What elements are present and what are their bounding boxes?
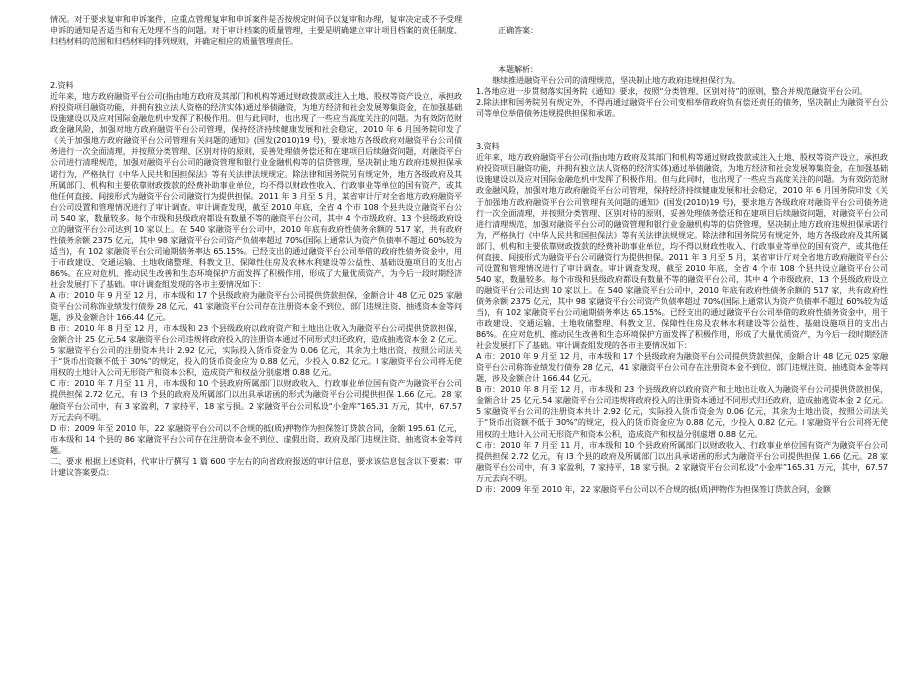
right-column [476, 0, 888, 676]
city-c-item: C 市：2010 年 7 月至 11 月，市本级和 10 个县政府所属部门以财政收入、行政事业单位国有资产为融资平台公司提供担保 2.72 亿元，有 l3 个县的政府及所属部门以出具承诺函的形式为融资平台公司提供担保 1.66 亿元。28 家融资平台公司中，有 3 家盈利，7 家持平，18 家亏损。2 家融资平台公司私设“小金库”165.31 万元，其中，67.57 万元去向不明。 [50, 378, 462, 422]
analysis-item-1: 1.各地应进一步贯彻落实国务院《通知》要求，按照“分类管理、区别对待”的原则，整合并规范融资平台公司。 [476, 86, 868, 97]
material-paragraph-3: 近年来，地方政府融资平台公司(指由地方政府及其部门和机构等通过财政拨款或注入土地、股权等资产设立，承担政府投资项目融资功能，并拥有独立法人资格的经济实体)通过举债融资，为地方经济和社会发展筹集资金，在加强基础设施建设以及应对国际金融危机中发挥了积极作用。但与此同时，也出现了一些应当高度关注的问题。为有效防范财政金融风险，加强对地方政府融资平台公司管理，保持经济持续健康发展和社会稳定，2010 年 6 月国务院印发《关于加强地方政府融资平台公司管理有关问题的通知》(国发(2010)19 号)，要求地方各级政府对融资平台公司债务进行一次全面清理，并按照分类管理、区别对待的原则，妥善处理债务偿还和在建项目后续融资问题，对融资平台公司进行清理规范，加强对融资平台公司的融资管理和银行业金融机构等的信贷管理，坚决制止地方政府违规担保承诺行为，严格执行《中华人民共和国担保法》等有关法律法规规定。除法律和国务院另有规定外，地方各级政府及其所属部门、机构和主要依靠财政拨款的经费补助事业单位，均不得以财政性收入、行政事业等单位的国有资产，或其他任何直接、间接形式为融资平台公司融资行为提供担保。2011 年 3 月至 5 月，某省审计厅对全省地方政府融资平台公司设置和管理情况进行了审计调查。审计调查发现，截至 2010 年底，全省 4 个市 108 个县共设立融资平台公司 540 家，数量较多。每个市级和县级政府都设有数量不等的融资平台公司，其中 4 个市级政府、13 个县级政府设立的融资平台公司达到 10 家以上。在 540 家融资平台公司中，2010 年底有政府性债务余额的 517 家，共有政府性债务余额 2375 亿元，其中 98 家融资平台公司资产负债率超过 70%(国际上通常认为资产负债率不超过 60%较为适当)，有 102 家融资平台公司逾期债务率达 65.15%。已经支出的通过融资平台公司举借的政府性债务资金中，用于市政建设、交通运输、土地收储整理、科教文卫、保障性住房及农林水利建设等公益性、基础设施项目的支出占 86%。在应对危机、推动民生改善和生态环境保护方面发挥了积极作用，形成了大量优质资产，为今后一段时期经济社会发展打下了基础。审计调查组发现的各市主要情况如下： [476, 152, 888, 351]
analysis-title: 本题解析： [498, 64, 538, 75]
city-a-item: A 市：2010 年 9 月至 12 月，市本级和 17 个县级政府为融资平台公司提供贷款担保，金额合计 48 亿元 025 家融资平台公司称饰业绩发行债券 28 亿元，41 家融资平台公司存在注册资本金不到位、部门违规注资、抽逃资本金等问题，涉及金额合计 166.44 亿元。 [50, 290, 462, 323]
analysis-item-2: 2.除法律和国务院另有规定外，不得再通过融资平台公司变相举借政府负有偿还责任的债务，坚决制止为融资平台公司等单位举借债务违规提供担保和承诺。 [476, 97, 888, 119]
requirement-paragraph: 二、要求 根据上述资料，代审计厅撰写 1 篇 600 字左右的向省政府报送的审计信息，要求该信息包含以下要素：审计建议答案要点： [50, 455, 462, 477]
city-b-item-3: B 市：2010 年 8 月至 12 月，市本级和 23 个县级政府以政府资产和土地出让收入为融资平台公司提供贷款担保，金额合计 25 亿元.54 家融资平台公司违规将政府投入的注册资本通过不同形式归还政府，造成抽逃资本金 2 亿元。5 家融资平台公司的注册资本共计 2.92 亿元，实际投入货币资金为 0.06 亿元，其余为土地出资，按照公司法关于“货币出资额不低于 30%”的规定，投入的货币资金应为 0.88 亿元，少投入 0.82 亿元。l 家融资平台公司将无使用权的土地计入公司无形资产和资本公积，造成资产和权益分别虚增 0.88 亿元。 [476, 384, 888, 439]
city-d-item-3: D 市：2009 年至 2010 年，22 家融资平台公司以不合规的抵(质)押物作为担保签订贷款合同，金额 [476, 483, 831, 494]
material-paragraph: 近年来，地方政府融资平台公司(指由地方政府及其部门和机构等通过财政拨款或注入土地、股权等资产设立，承担政府投资项目融资功能，并拥有独立法人资格的经济实体)通过举债融资，为地方经济和社会发展筹集资金，在加强基础设施建设以及应对国际金融危机中发挥了积极作用。但与此同时，也出现了一些应当高度关注的问题。为有效防范财政金融风险，加强对地方政府融资平台公司管理，保持经济持续健康发展和社会稳定，2010 年 6 月国务院印发了《关于加强地方政府融资平台公司管理有关问题的通知》(国发(2010)19 号)，要求地方各级政府对融资平台公司债务进行一次全面清理，并按照分类管理、区别对待的原则，妥善处理债务偿还和在建项目后续融资问题，对融资平台公司进行清理规范，加强对融资平台公司的融资管理和银行业金融机构等的信贷管理，坚决制止地方政府违规担保承诺行为，严格执行《中华人民共和国担保法》等有关法律法规规定。除法律和国务院另有规定外，地方各级政府及其所属部门、机构和主要依靠财政拨款的经费补助事业单位，均不得以财政性收入、行政事业等单位的国有资产，或其他任何直接、间接形式为融资平台公司融资行为提供担保。2011 年 3 月至 5 月，某省审计厅对全省地方政府融资平台公司设置和管理情况进行了审计调查。审计调查发现，截至 2010 年底，全省 4 个市 108 个县共设立融资平台公司 540 家，数量较多。每个市级和县级政府都设有数量不等的融资平台公司，其中 4 个市级政府、13 个县级政府设立的融资平台公司达到 10 家以上。在 540 家融资平台公司中，2010 年底有政府性债务余额的 517 家，共有政府性债务余额 2375 亿元，其中 98 家融资平台公司资产负债率超过 70%(国际上通常认为资产负债率不超过 60%较为适当)，有 102 家融资平台公司逾期债务率达 65.15%。已经支出的通过融资平台公司举借的政府性债务资金中，用于市政建设、交通运输、土地收储整理、科教文卫、保障性住房及农林水利建设等公益性、基础设施项目的支出占 86%。在应对危机、推动民生改善和生态环境保护方面发挥了积极作用，形成了大量优质资产，为今后一段时期经济社会发展打下了基础。审计调查组发现的各市主要情况如下： [50, 91, 462, 289]
left-column [50, 0, 462, 665]
analysis-line: 继续推进融资平台公司的清理规范，坚决制止地方政府违规担保行为。 [492, 75, 740, 86]
city-a-item-3: A 市：2010 年 9 月至 12 月，市本级和 17 个县级政府为融资平台公司提供贷款担保，金额合计 48 亿元 025 家融资平台公司称饰业绩发行债券 28 亿元，41 家融资平台公司存在注册资本金不到位、部门违规注资、抽逃资本金等问题，涉及金额合计 166.44 亿元。 [476, 351, 888, 384]
answer-title: 正确答案： [498, 25, 538, 35]
city-d-item: D 市：2009 年至 2010 年，22 家融资平台公司以不合规的抵(质)押物作为担保签订贷款合同，金额 195.61 亿元，市本级和 14 个县的 86 家融资平台公司存在注册资本金不到位、虚假出资、政府及部门违规注资、抽逃资本金等问题。 [50, 422, 462, 455]
section-title: 2.资料 [50, 80, 74, 91]
intro-paragraph: 情况。对于要求复审和申诉案件，应重点管理复审和申诉案件是否按规定时间予以复审和办理，复审决定或不予受理申诉的通知是否适当和有无处理不当的问题。对于审计档案的质量管理，主要是明确建立审计项目档案的责任制度、归档材料的范围和归档材料的排列规则，并确定相应的质量管理责任。 [50, 14, 462, 47]
city-b-item: B 市：2010 年 8 月至 12 月，市本级和 23 个县级政府以政府资产和土地出让收入为融资平台公司提供贷款担保，金额合计 25 亿元.54 家融资平台公司违规将政府投入的注册资本通过不同形式归还政府，造成抽逃资本金 2 亿元。5 家融资平台公司的注册资本共计 2.92 亿元，实际投入货币资金为 0.06 亿元，其余为土地出资，按照公司法关于“货币出资额不低于 30%”的规定，投入的货币资金应为 0.88 亿元，少投入 0.82 亿元。l 家融资平台公司将无使用权的土地计入公司无形资产和资本公积，造成资产和权益分别虚增 0.88 亿元。 [50, 323, 462, 378]
city-c-item-3: C 市：2010 年 7 月至 11 月，市本级和 10 个县政府所属部门以财政收入、行政事业单位国有资产为融资平台公司提供担保 2.72 亿元，有 l3 个县的政府及所属部门以出具承诺函的形式为融资平台公司提供担保 1.66 亿元。28 家融资平台公司中，有 3 家盈利，7 家持平，18 家亏损。2 家融资平台公司私设“小金库”165.31 万元，其中，67.57 万元去向不明。 [476, 439, 888, 483]
section-title-3: 3.资料 [476, 141, 500, 152]
